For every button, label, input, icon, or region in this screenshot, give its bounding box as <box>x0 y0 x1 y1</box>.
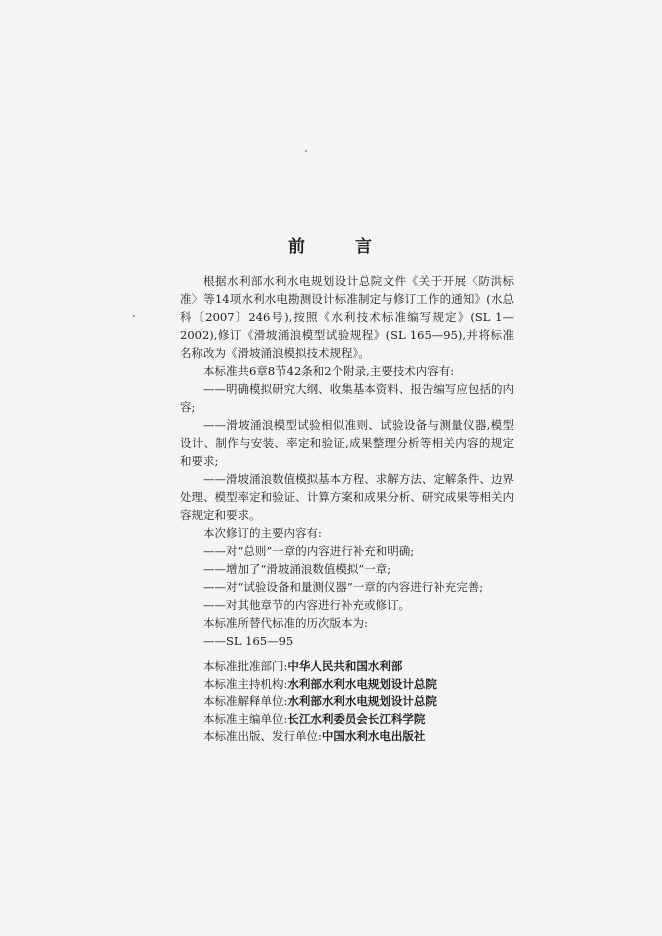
revision-intro: 本次修订的主要内容有: <box>203 526 322 540</box>
history-item: ——SL 165—95 <box>203 634 294 648</box>
info-label: 本标准出版、发行单位: <box>203 729 322 743</box>
info-line <box>180 711 514 729</box>
summary-paragraph: 本标准共6章8节42条和2个附录,主要技术内容有: <box>203 364 455 378</box>
info-label: 本标准主编单位: <box>203 711 288 726</box>
page-title: 前 言 <box>288 237 394 257</box>
revision-item: ——对“总则”一章的内容进行补充和明确; <box>203 544 415 558</box>
info-line <box>180 693 514 711</box>
revision-item: ——对“试验设备和量测仪器”一章的内容进行补充完善; <box>203 580 484 594</box>
revision-item: ——增加了“滑坡涌浪数值模拟”一章; <box>203 562 392 576</box>
info-label: 本标准主持机构: <box>203 676 288 691</box>
info-label: 本标准解释单位: <box>203 694 288 708</box>
info-value: 水利部水利水电规划设计总院 <box>287 676 437 691</box>
info-line <box>180 658 514 676</box>
content-item: ——滑坡涌浪模型试验相似准则、试验设备与测量仪器,模型设计、制作与安装、率定和验证,成果整理分析等相关内容的规定和要求; <box>180 418 514 468</box>
info-label: 本标准批准部门: <box>203 659 288 673</box>
revision-item: ——对其他章节的内容进行补充或修订。 <box>203 598 410 612</box>
info-value: 中国水利水电出版社 <box>321 729 426 743</box>
info-value: 长江水利委员会长江科学院 <box>287 711 426 726</box>
preface-body <box>180 272 514 746</box>
scan-speck <box>305 150 307 152</box>
info-line <box>180 728 514 746</box>
intro-paragraph: 根据水利部水利水电规划设计总院文件《关于开展〈防洪标准〉等14项水利水电勘测设计标准制定与修订工作的通知》(水总科〔2007〕246号),按照《水利技术标准编写规定》(SL 1—2002),修订《滑坡涌浪模型试验规程》(SL 165—95),并将标准名称改为《滑坡涌浪模拟技术规程》。 <box>180 274 514 360</box>
info-value: 水利部水利水电规划设计总院 <box>287 694 437 708</box>
scan-speck <box>133 315 135 317</box>
content-item: ——滑坡涌浪数值模拟基本方程、求解方法、定解条件、边界处理、模型率定和验证、计算方案和成果分析、研究成果等相关内容规定和要求。 <box>180 472 514 522</box>
info-value: 中华人民共和国水利部 <box>287 659 403 673</box>
content-item: ——明确模拟研究大纲、收集基本资料、报告编写应包括的内容; <box>180 382 514 414</box>
info-line <box>180 676 514 694</box>
history-intro: 本标准所替代标准的历次版本为: <box>203 616 368 630</box>
